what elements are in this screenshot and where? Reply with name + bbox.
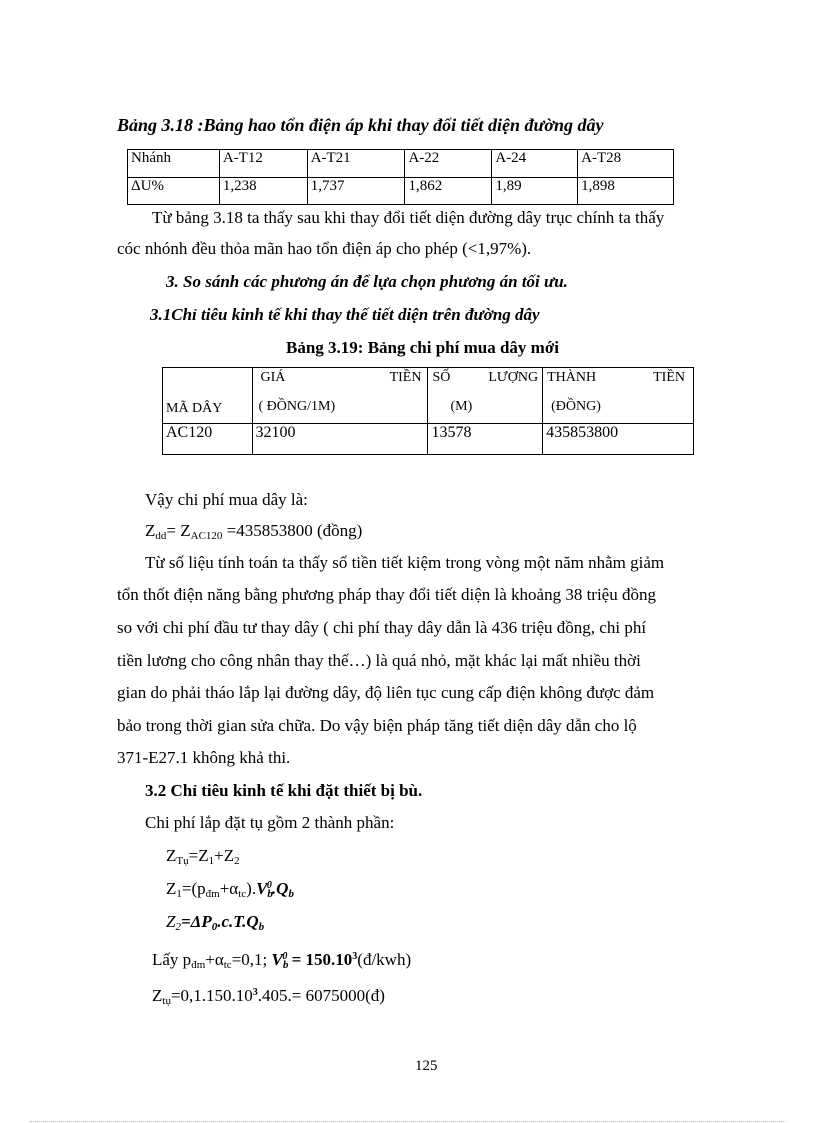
table-cell: A-T12	[219, 150, 307, 178]
formula-sup: 0	[282, 951, 288, 962]
formula-part: =435853800 (đồng)	[222, 521, 363, 540]
formula-part: .405.= 6075000(đ)	[257, 986, 385, 1005]
table-cell: 1,238	[219, 178, 307, 205]
table-cell: 435853800	[543, 424, 694, 455]
table-cell: ΔU%	[128, 178, 220, 205]
table-318-caption: Bảng 3.18 :Bảng hao tổn điện áp khi thay đổi tiết diện đường dây	[117, 115, 604, 135]
header-label: LƯỢNG	[488, 370, 539, 385]
formula-sup: 3	[352, 951, 358, 962]
table-318	[127, 149, 674, 205]
formula-part: +α	[205, 950, 224, 969]
header-label: (ĐỒNG)	[551, 399, 601, 414]
formula-part: =Z	[188, 846, 209, 865]
table-cell: A-24	[492, 150, 578, 178]
page-bottom-divider	[30, 1121, 786, 1122]
header-label: THÀNH	[547, 370, 597, 385]
header-label: SỐ	[432, 370, 451, 385]
formula-lay	[152, 950, 411, 971]
header-label: TIỀN	[389, 370, 422, 385]
header-label: ( ĐỒNG/1M)	[258, 399, 336, 414]
formula-part: +α	[219, 879, 239, 898]
formula-part: Z	[166, 846, 177, 865]
formula-part: = Z	[166, 521, 191, 540]
table-cell: Nhánh	[128, 150, 220, 178]
formula-sub: đm	[191, 959, 206, 971]
table-cell: 1,862	[405, 178, 492, 205]
formula-part: Z	[145, 521, 156, 540]
header-cell-thanh-tien	[543, 368, 694, 424]
formula-sub: dd	[155, 530, 167, 542]
formula-part: V	[271, 950, 283, 969]
formula-sub: 1	[208, 855, 215, 867]
formula-part: = 150.10	[287, 950, 353, 969]
table-cell: AC120	[163, 424, 253, 455]
formula-part: V	[256, 879, 268, 898]
section-heading-3: 3. So sánh các phương án để lựa chọn phương án tối ưu.	[166, 272, 568, 291]
table-cell: 1,737	[307, 178, 405, 205]
table-row	[163, 424, 694, 455]
table-cell: 13578	[428, 424, 543, 455]
formula-part: Lấy p	[152, 950, 192, 969]
formula-part: =(p	[181, 879, 206, 898]
header-label: GIÁ	[260, 370, 286, 385]
formula-sub: đm	[205, 888, 220, 900]
formula-part: (đ/kwh)	[357, 950, 412, 969]
table-cell: A-T28	[578, 150, 674, 178]
formula-part: =ΔP	[180, 912, 212, 931]
formula-sub: b	[258, 921, 265, 933]
formula-part: Z	[166, 879, 177, 898]
paragraph-line: Từ bảng 3.18 ta thấy sau khi thay đổi tiết diện đường dây trục chính ta thấy	[152, 208, 665, 227]
paragraph-line: tổn thốt điện năng bằng phương pháp thay đổi tiết diện là khoảng 38 triệu đồng	[117, 585, 656, 604]
cost2-intro: Chi phí lắp đặt tụ gồm 2 thành phần:	[145, 813, 395, 832]
table-cell: 1,898	[578, 178, 674, 205]
table-319	[162, 367, 694, 455]
formula-sub: 0	[211, 921, 218, 933]
table-header-row	[163, 368, 694, 424]
paragraph-line: 371-E27.1 không khả thi.	[117, 748, 291, 767]
paragraph-line: cóc nhónh đều thỏa mãn hao tổn điện áp cho phép (<1,97%).	[117, 239, 532, 258]
header-label: (M)	[450, 399, 473, 414]
formula-sub: b	[282, 959, 289, 971]
paragraph-line: gian do phải tháo lắp lại đường dây, độ liên tục cung cấp điện không được đảm	[117, 683, 655, 702]
header-cell-so-luong	[428, 368, 543, 424]
page-number: 125	[415, 1058, 438, 1074]
formula-sub: b	[267, 888, 273, 900]
formula-z-tu	[166, 846, 240, 867]
formula-sub: Tụ	[176, 855, 189, 867]
cost-intro: Vậy chi phí mua dây là:	[145, 490, 308, 509]
paragraph-line: tiền lương cho công nhân thay thế…) là quá nhỏ, mặt khác lại mất nhiều thời	[117, 651, 641, 670]
header-label: TIỀN	[653, 370, 685, 385]
table-cell: 1,89	[492, 178, 578, 205]
formula-part: +Z	[214, 846, 235, 865]
header-cell-ma-day	[163, 368, 253, 424]
formula-sub: 2	[234, 855, 240, 867]
formula-z-tu-value	[152, 986, 385, 1007]
formula-part: Z	[166, 912, 176, 931]
formula-sub: 1	[176, 888, 182, 900]
table-319-caption: Bảng 3.19: Bảng chi phí mua dây mới	[286, 338, 559, 357]
formula-sub: AC120	[190, 530, 223, 542]
formula-sub: 2	[175, 921, 181, 933]
header-cell-gia-tien	[252, 368, 428, 424]
paragraph-line: bảo trong thời gian sửa chữa. Do vậy biện pháp tăng tiết diện dây dẫn cho lộ	[117, 716, 637, 735]
table-row	[128, 150, 674, 178]
paragraph-line: Từ số liệu tính toán ta thấy số tiền tiết kiệm trong vòng một năm nhằm giảm	[145, 553, 665, 572]
formula-sub: b	[288, 888, 294, 900]
formula-sup: 0	[266, 880, 272, 891]
formula-sub: tụ	[162, 995, 171, 1007]
formula-sub: tc	[238, 888, 247, 900]
section-heading-3-1: 3.1Chỉ tiêu kinh tế khi thay thế tiết diện trên đường dây	[150, 305, 540, 324]
formula-part: =0,1;	[231, 950, 272, 969]
formula-sub: tc	[223, 959, 232, 971]
table-cell: 32100	[252, 424, 428, 455]
formula-part: .Q	[271, 879, 289, 898]
formula-z2	[166, 912, 264, 933]
formula-part: Z	[152, 986, 163, 1005]
formula-part: ).	[246, 879, 257, 898]
table-cell: A-T21	[307, 150, 405, 178]
section-heading-3-2: 3.2 Chỉ tiêu kinh tế khi đặt thiết bị bù.	[145, 781, 423, 800]
table-cell: A-22	[405, 150, 492, 178]
header-label: MÃ DÂY	[166, 401, 223, 416]
cost-formula	[145, 521, 362, 542]
formula-sup: 3	[252, 987, 258, 998]
formula-part: .c.T.Q	[217, 912, 259, 931]
formula-z1	[166, 879, 294, 900]
table-row	[128, 178, 674, 205]
formula-part: =0,1.150.10	[170, 986, 253, 1005]
paragraph-line: so với chi phí đầu tư thay dây ( chi phí thay dây dẫn là 436 triệu đồng, chi phí	[117, 618, 647, 637]
